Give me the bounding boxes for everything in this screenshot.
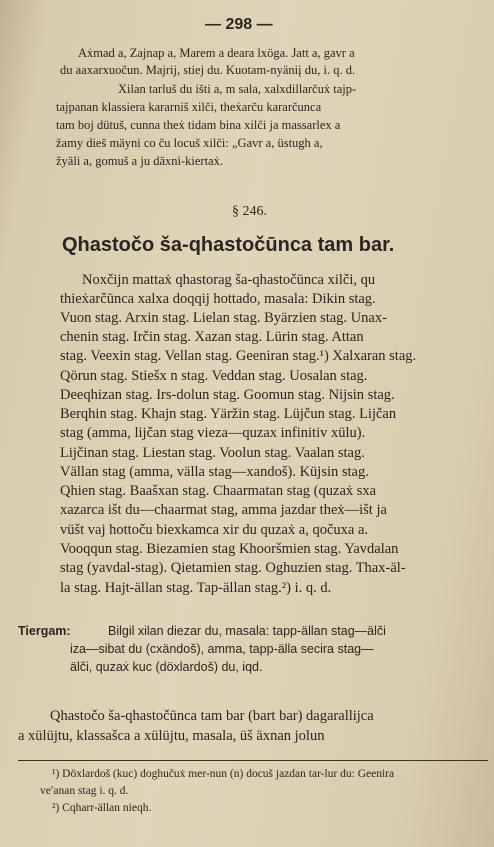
text-line: Xilan tarluš du išti a, m sala, xalxdillarčuẋ tajp-: [118, 82, 357, 96]
text-line: la stag. Hajt-ällan stag. Tap-ällan stag.²) i. q. d.: [60, 580, 332, 596]
note-line: Bilgil xilan diezar du, masala: tapp-ällan stag—älči: [108, 624, 386, 638]
text-line: du aaxarxuočun. Majrij, stiej du. Kuotam-nyäniį du, i. q. d.: [60, 63, 356, 77]
text-line: Deeqhizan stag. Irs-dolun stag. Goomun stag. Nijsin stag.: [60, 387, 395, 403]
text-line: chenin stag. Irčin stag. Xazan stag. Lürin stag. Attan: [60, 329, 364, 345]
text-line: tam boj dütuš, cunna theẋ tidam bina xilči ja massarlex a: [56, 118, 341, 132]
text-line: xazarca išt du—chaarmat stag, amma jazdar theẋ—išt ja: [60, 502, 387, 518]
note-label: Tiergam:: [18, 624, 71, 638]
text-line: Qhastočo ša-qhastočūnca tam bar (bart bar) dagarallijca: [50, 708, 374, 724]
text-line: žamy dieš mäyni co ču locuš xilči: „Gavr a, üstugh a,: [56, 136, 323, 150]
text-line: vüšt vaj hottoču biexkamca xir du quzaẋ a, qočuxa a.: [60, 522, 369, 538]
text-line: Aẋmad a, Zajnap a, Marem a deara lxöga. Jatt a, gavr a: [78, 46, 355, 60]
page-number: — 298 —: [205, 16, 273, 33]
section-heading: Qhastočo ša-qhastočūnca tam bar.: [62, 234, 395, 256]
note-line: älči, quzaẋ kuc (döxlardoš) du, iqd.: [70, 660, 263, 674]
footnote-line: ²) Cqharr-ällan nieqh.: [52, 802, 152, 814]
text-line: tajpanan klassiera kararniš xilči, theẋarču kararčunca: [56, 100, 322, 114]
text-line: Qörun stag. Stiešx n stag. Veddan stag. Uosalan stag.: [60, 368, 368, 384]
text-line: stag. Veexin stag. Vellan stag. Geeniran stag.¹) Xalxaran stag.: [60, 348, 417, 364]
text-line: stag (yavdal-stag). Qietamien stag. Oghuzien stag. Thax-äl-: [60, 560, 406, 576]
footnote-line: veʹanan stag i. q. d.: [40, 785, 129, 797]
text-line: a xülüjtu, klassašca a xülüjtu, masala, üš äxnan jolun: [18, 728, 325, 744]
text-line: stag (amma, lijčan stag vieza—quzax infinitiv xülu).: [60, 425, 366, 441]
text-line: Vällan stag (amma, välla stag—xandoš). Küjsin stag.: [60, 464, 369, 480]
text-line: Noxčijn mattaẋ qhastorag ša-qhastočūnca xilči, qu: [82, 272, 376, 288]
section-number: § 246.: [232, 204, 267, 219]
text-line: Berqhin stag. Khajn stag. Yäržin stag. Lüjčun stag. Lijčan: [60, 406, 397, 422]
text-line: Vooqqun stag. Biezamien stag Khooršmien stag. Yavdalan: [60, 541, 399, 557]
text-line: thieẋarčūnca xalxa doqqij hottado, masala: Dikin stag.: [60, 291, 376, 307]
text-line: Lijčinan stag. Liestan stag. Voolun stag. Vaalan stag.: [60, 445, 365, 461]
note-line: iza—sibat du (cxändoš), amma, tapp-älla secira stag—: [70, 642, 374, 656]
text-line: žyäli a, gomuš a ju däxni-kiertaẋ.: [56, 154, 223, 168]
text-line: Vuon stag. Arxin stag. Lielan stag. Byärzien stag. Unax-: [60, 310, 387, 326]
text-line: Qhien stag. Baašxan stag. Chaarmatan stag (quzaẋ sxa: [60, 483, 377, 499]
footnote-line: ¹) Döxlardoš (kuc) doghučuẋ mer-nun (n) docuš jazdan tar-lur du: Geenira: [52, 768, 395, 780]
footnote-divider: [18, 760, 488, 761]
